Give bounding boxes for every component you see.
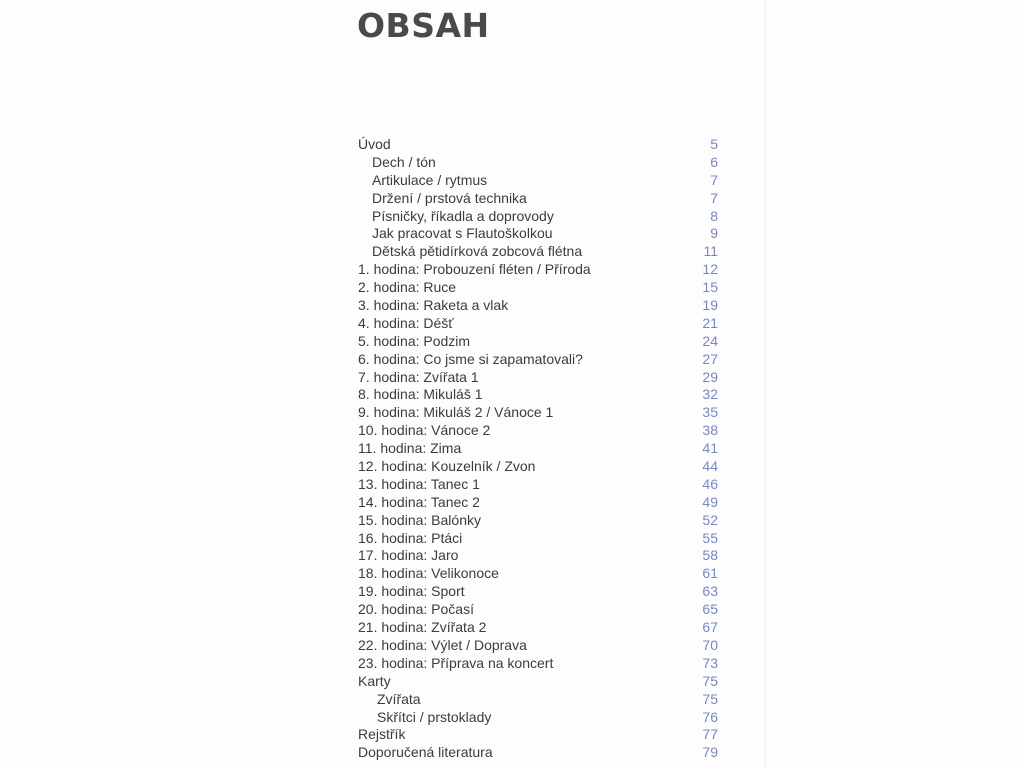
page-title: OBSAH: [357, 6, 490, 45]
toc-entry-label: 16. hodina: Ptáci: [358, 529, 463, 546]
toc-entry-label: Rejstřík: [358, 726, 406, 743]
toc-entry: [358, 279, 718, 297]
toc-entry-page-number: 7: [710, 189, 718, 206]
toc-entry: [358, 386, 718, 404]
toc-entry-page-number: 38: [702, 422, 718, 439]
toc-entry-page-number: 8: [710, 207, 718, 224]
toc-entry-label: 21. hodina: Zvířata 2: [358, 619, 487, 636]
toc-entry: [358, 655, 718, 673]
toc-entry: [358, 333, 718, 351]
toc-entry-page-number: 24: [702, 332, 718, 349]
toc-entry-label: Úvod: [358, 136, 391, 152]
toc-entry: [358, 351, 718, 369]
toc-entry-label: 8. hodina: Mikuláš 1: [358, 386, 483, 403]
toc-entry-label: 3. hodina: Raketa a vlak: [358, 297, 509, 314]
toc-entry-page-number: 49: [702, 493, 718, 510]
toc-entry: [358, 190, 718, 208]
toc-entry-label: 9. hodina: Mikuláš 2 / Vánoce 1: [358, 404, 554, 421]
toc-entry: [358, 136, 718, 154]
toc-entry: [358, 243, 718, 261]
table-of-contents: [358, 136, 718, 762]
toc-entry-page-number: 7: [710, 171, 718, 188]
toc-entry-page-number: 58: [702, 547, 718, 564]
toc-entry-page-number: 41: [702, 440, 718, 457]
toc-entry-page-number: 46: [702, 475, 718, 492]
toc-entry-page-number: 73: [702, 654, 718, 671]
toc-entry: [358, 512, 718, 530]
toc-entry-page-number: 32: [702, 386, 718, 403]
toc-entry-label: Skřítci / prstoklady: [377, 708, 492, 725]
toc-entry: [358, 744, 718, 762]
toc-entry-label: 11. hodina: Zima: [358, 440, 462, 457]
toc-entry-page-number: 52: [702, 511, 718, 528]
toc-entry-page-number: 9: [710, 225, 718, 242]
toc-entry-label: 10. hodina: Vánoce 2: [358, 422, 491, 439]
toc-entry-label: 12. hodina: Kouzelník / Zvon: [358, 458, 536, 475]
toc-entry: [358, 673, 718, 691]
toc-entry-label: 2. hodina: Ruce: [358, 279, 457, 296]
toc-entry: [358, 476, 718, 494]
toc-entry: [358, 172, 718, 190]
toc-entry-page-number: 44: [702, 458, 718, 475]
toc-entry-label: Držení / prstová technika: [372, 189, 527, 206]
toc-entry-page-number: 75: [702, 672, 718, 689]
toc-entry: [358, 422, 718, 440]
toc-entry: [358, 547, 718, 565]
toc-entry: [358, 619, 718, 637]
toc-entry-label: Doporučená literatura: [358, 744, 493, 761]
toc-entry-page-number: 79: [702, 744, 718, 761]
toc-entry-page-number: 55: [702, 529, 718, 546]
toc-entry-label: 1. hodina: Probouzení fléten / Příroda: [358, 261, 591, 278]
toc-entry-page-number: 63: [702, 583, 718, 600]
toc-entry: [358, 583, 718, 601]
toc-entry: [358, 530, 718, 548]
toc-entry-label: 14. hodina: Tanec 2: [358, 493, 480, 510]
toc-entry-page-number: 70: [702, 636, 718, 653]
toc-entry-label: Zvířata: [377, 690, 421, 707]
toc-entry: [358, 494, 718, 512]
toc-entry-label: 23. hodina: Příprava na koncert: [358, 654, 554, 671]
toc-entry: [358, 315, 718, 333]
toc-entry-label: Jak pracovat s Flautoškolkou: [372, 225, 553, 242]
page-edge-shadow: [765, 0, 766, 768]
toc-entry: [358, 637, 718, 655]
toc-entry-label: 6. hodina: Co jsme si zapamatovali?: [358, 350, 583, 367]
toc-entry-label: Karty: [358, 672, 391, 689]
toc-entry-page-number: 77: [702, 726, 718, 743]
toc-entry: [358, 691, 718, 709]
toc-entry-page-number: 12: [702, 261, 718, 278]
toc-entry-label: 18. hodina: Velikonoce: [358, 565, 499, 582]
toc-entry-label: 19. hodina: Sport: [358, 583, 465, 600]
toc-entry-page-number: 21: [702, 314, 718, 331]
toc-entry-label: 13. hodina: Tanec 1: [358, 475, 480, 492]
toc-entry-label: Artikulace / rytmus: [372, 171, 488, 188]
toc-entry-label: Dech / tón: [372, 153, 436, 170]
toc-entry-page-number: 65: [702, 601, 718, 618]
toc-entry-page-number: 11: [703, 243, 718, 260]
toc-entry-label: Písničky, říkadla a doprovody: [372, 207, 554, 224]
toc-entry-page-number: 67: [702, 619, 718, 636]
toc-entry: [358, 458, 718, 476]
toc-entry: [358, 297, 718, 315]
toc-entry-page-number: 15: [702, 279, 718, 296]
toc-entry-label: 7. hodina: Zvířata 1: [358, 368, 479, 385]
toc-entry-page-number: 35: [702, 404, 718, 421]
toc-entry-label: 4. hodina: Déšť: [358, 314, 454, 331]
toc-entry-label: Dětská pětidírková zobcová flétna: [372, 243, 583, 260]
toc-entry: [358, 154, 718, 172]
toc-entry: [358, 726, 718, 744]
toc-entry-label: 22. hodina: Výlet / Doprava: [358, 636, 527, 653]
toc-entry: [358, 440, 718, 458]
toc-entry: [358, 261, 718, 279]
toc-entry-page-number: 27: [702, 350, 718, 367]
toc-entry-page-number: 75: [702, 690, 718, 707]
toc-entry: [358, 369, 718, 387]
toc-entry-label: 5. hodina: Podzim: [358, 332, 471, 349]
toc-entry: [358, 208, 718, 226]
toc-entry: [358, 709, 718, 727]
toc-entry-label: 20. hodina: Počasí: [358, 601, 474, 618]
toc-entry: [358, 565, 718, 583]
toc-entry: [358, 601, 718, 619]
toc-entry-page-number: 29: [702, 368, 718, 385]
toc-entry-page-number: 5: [710, 136, 718, 152]
toc-entry-label: 17. hodina: Jaro: [358, 547, 459, 564]
toc-entry: [358, 225, 718, 243]
toc-entry-label: 15. hodina: Balónky: [358, 511, 481, 528]
toc-entry-page-number: 19: [702, 297, 718, 314]
toc-entry: [358, 404, 718, 422]
toc-entry-page-number: 76: [702, 708, 718, 725]
toc-entry-page-number: 6: [710, 153, 718, 170]
toc-entry-page-number: 61: [702, 565, 718, 582]
